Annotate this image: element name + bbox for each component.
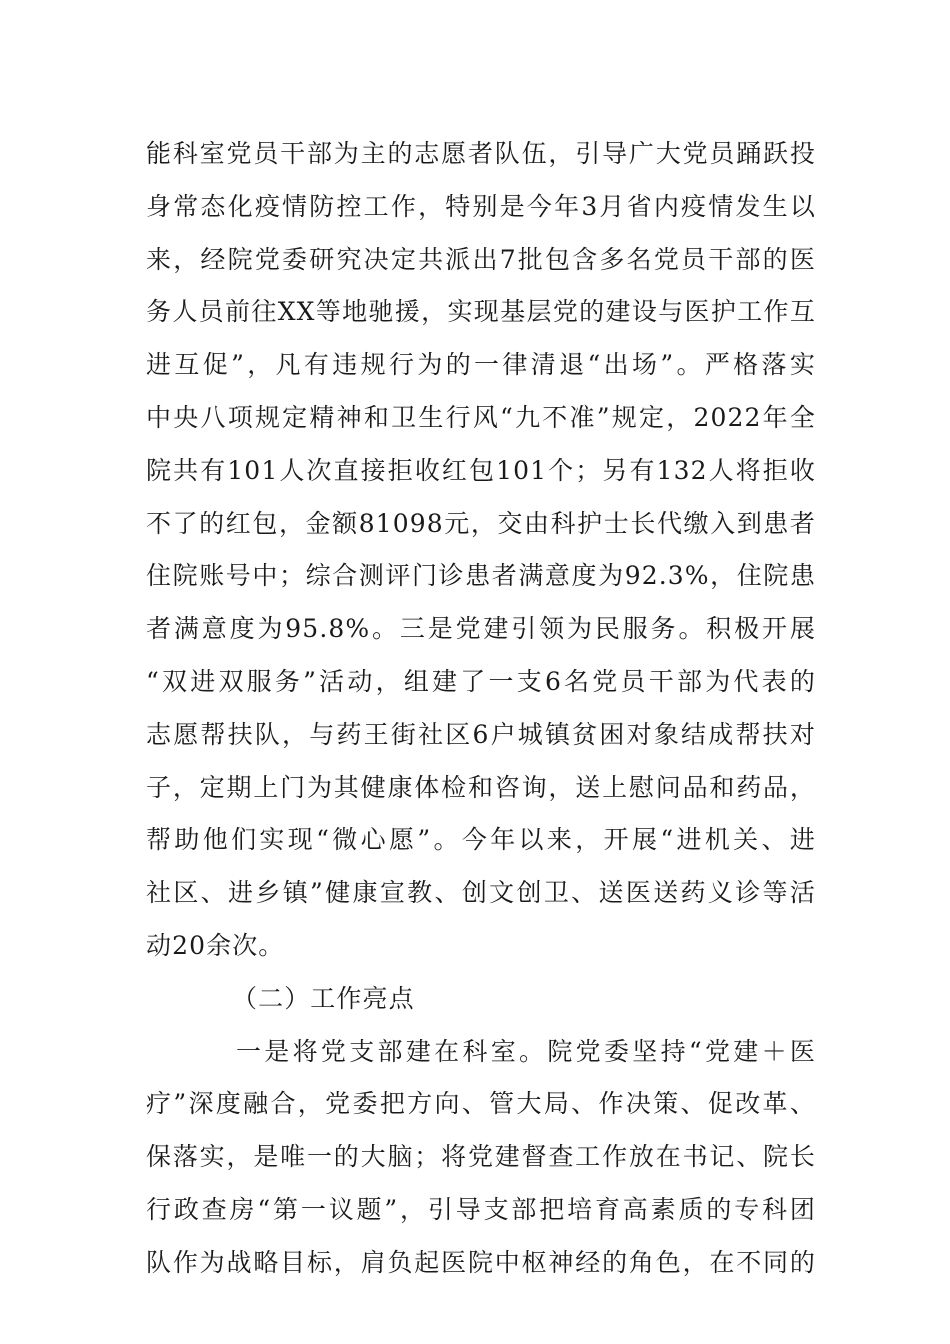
text-line: 子，定期上门为其健康体检和咨询，送上慰问品和药品， [146,772,816,802]
body-text [146,128,816,1290]
text-line: 务人员前往XX等地驰援，实现基层党的建设与医护工作互 [146,297,816,327]
text-line: 身常态化疫情防控工作，特别是今年3月省内疫情发生以 [146,191,816,221]
text-line: 进互促”，凡有违规行为的一律清退“出场”。严格落实 [146,350,816,380]
text-line: 行政查房“第一议题”，引导支部把培育高素质的专科团 [146,1194,816,1224]
text-line: 能科室党员干部为主的志愿者队伍，引导广大党员踊跃投 [146,139,816,168]
text-line: 来，经院党委研究决定共派出7批包含多名党员干部的医 [146,244,816,274]
text-line: 住院账号中；综合测评门诊患者满意度为92.3%，住院患 [146,561,816,591]
text-line: 帮助他们实现“微心愿”。今年以来，开展“进机关、进 [146,825,816,855]
text-line: 中央八项规定精神和卫生行风“九不准”规定，2022年全 [146,402,816,432]
text-line: 社区、进乡镇”健康宣教、创文创卫、送医送药义诊等活 [146,878,816,908]
text-line: 一是将党支部建在科室。院党委坚持“党建＋医 [236,1036,816,1066]
text-line: 志愿帮扶队，与药王街社区6户城镇贫困对象结成帮扶对 [146,719,816,749]
text-line: 保落实，是唯一的大脑；将党建督查工作放在书记、院长 [146,1142,816,1172]
text-line: 不了的红包，金额81098元，交由科护士长代缴入到患者 [146,508,816,538]
text-line: 院共有101人次直接拒收红包101个；另有132人将拒收 [146,455,816,485]
text-line: 队作为战略目标，肩负起医院中枢神经的角色，在不同的 [146,1247,816,1277]
section-heading: （二）工作亮点 [232,983,415,1013]
text-line: 者满意度为95.8%。三是党建引领为民服务。积极开展 [146,614,816,644]
text-line: 动20余次。 [146,930,285,960]
text-line: “双进双服务”活动，组建了一支6名党员干部为代表的 [146,666,816,696]
text-line: 疗”深度融合，党委把方向、管大局、作决策、促改革、 [146,1089,816,1119]
